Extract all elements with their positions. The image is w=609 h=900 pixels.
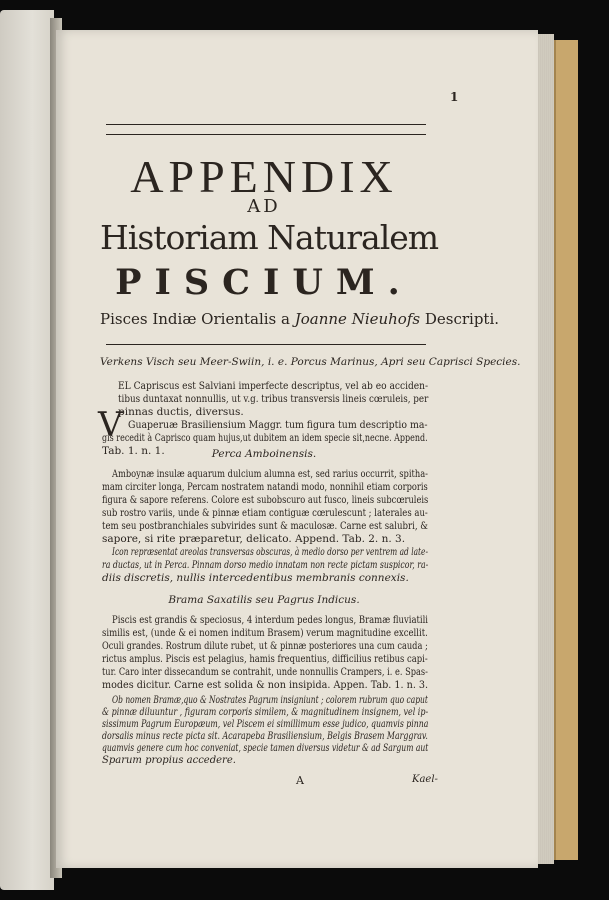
section-1-heading: Verkens Visch seu Meer-Swiin, i. e. Porcus Marinus, Apri seu Caprisci Species. [100, 356, 521, 368]
left-page-edge [0, 10, 54, 890]
section-rule [106, 344, 426, 345]
s1-line: pinnas ductis, diversus. [118, 406, 244, 418]
title-ad: AD [247, 196, 281, 217]
s3-line: rictus amplus. Piscis est pelagius, hamis frequentius, difficilius retibus capi- [102, 653, 428, 665]
s2-note: ra ductas, ut in Perca. Pinnam dorso medio innatam non recte pictam suspicor, ra- [102, 559, 429, 571]
s2-line: Amboynæ insulæ aquarum dulcium alumna est, sed rarius occurrit, spitha- [112, 468, 428, 480]
s2-line: sapore, si rite præparetur, delicato. Append. Tab. 2. n. 3. [102, 533, 406, 545]
s1-line: tibus duntaxat nonnullis, ut v.g. tribus transversis lineis cœruleis, per [118, 393, 429, 405]
s2-note: Icon repræsentat areolas transversas obscuras, à medio dorso per ventrem ad late- [112, 546, 428, 558]
s2-line: tem seu postbranchiales subvirides sunt & maculosæ. Carne est salubri, & [102, 520, 428, 532]
book-page [56, 30, 538, 868]
subtitle-a: Pisces Indiæ Orientalis a [100, 310, 295, 328]
catchword: Kael- [412, 774, 438, 785]
s3-note: sissimum Pagrum Europæum, vel Piscem ei simillimum esse judico, quamvis pinna [102, 719, 429, 730]
s3-note: Ob nomen Bramæ,quo & Nostrates Pagrum insigniunt ; colorem rubrum quo caput [112, 695, 428, 706]
s1-line: Tab. 1. n. 1. [102, 445, 165, 457]
s2-line: figura & sapore referens. Colore est subobscuro aut fusco, lineis subcœruleis [102, 494, 429, 506]
dropcap: V [98, 405, 123, 445]
s1-line: Guaperuæ Brasiliensium Maggr. tum figura tum descriptio ma- [128, 419, 428, 431]
subtitle-c: Descripti. [420, 310, 500, 328]
s2-note: diis discretis, nullis intercedentibus membranis connexis. [102, 572, 409, 584]
page-edges [538, 34, 554, 864]
title-piscium: PISCIUM. [115, 262, 413, 303]
s3-note: dorsalis minus recte picta sit. Acarapeba Brasiliensium, Belgis Brasem Marggrav. [102, 731, 428, 742]
s2-line: mam circiter longa, Percam nostratem natandi modo, nonnihil etiam corporis [102, 481, 428, 493]
s3-note: & pinnæ diluuntur , figuram corporis similem, & magnitudinem insignem, vel ip- [102, 707, 429, 718]
subtitle-author: Joanne Nieuhofs [294, 310, 421, 328]
s1-line: gis recedit à Caprisco quam hujus,ut dubitem an idem specie sit,necne. Append. [102, 432, 428, 444]
book-cover-board [554, 40, 578, 860]
subtitle [100, 310, 500, 328]
s2-line: sub rostro variis, unde & pinnæ etiam contiguæ cœrulescunt ; laterales au- [102, 507, 428, 519]
section-2-heading: Perca Amboinensis. [211, 448, 317, 460]
s1-line: EL Capriscus est Salviani imperfecte descriptus, vel ab eo acciden- [118, 380, 429, 392]
signature-mark: A [296, 774, 304, 787]
top-rule-2 [106, 134, 426, 135]
s3-line: Piscis est grandis & speciosus, 4 interdum pedes longus, Bramæ fluviatili [112, 614, 429, 626]
s3-note: quamvis genere cum hoc conveniat, specie tamen diversus videtur & ad Sargum aut [102, 743, 429, 754]
s3-line: similis est, (unde & ei nomen inditum Brasem) verum magnitudine excellit. [102, 627, 428, 639]
s3-note: Sparum propius accedere. [102, 755, 236, 766]
s3-line: modes dicitur. Carne est solida & non insipida. Appen. Tab. 1. n. 3. [102, 679, 429, 691]
top-rule [106, 124, 426, 125]
s3-line: Oculi grandes. Rostrum dilute rubet, ut & pinnæ posteriores una cum cauda ; [102, 640, 428, 652]
title-appendix: APPENDIX [130, 151, 398, 202]
section-3-heading: Brama Saxatilis seu Pagrus Indicus. [168, 594, 360, 606]
page-number: 1 [450, 90, 459, 104]
s3-line: tur. Caro inter dissecandum se contrahit, unde nonnullis Crampers, i. e. Spas- [102, 666, 428, 678]
title-historiam: Historiam Naturalem [100, 218, 439, 257]
